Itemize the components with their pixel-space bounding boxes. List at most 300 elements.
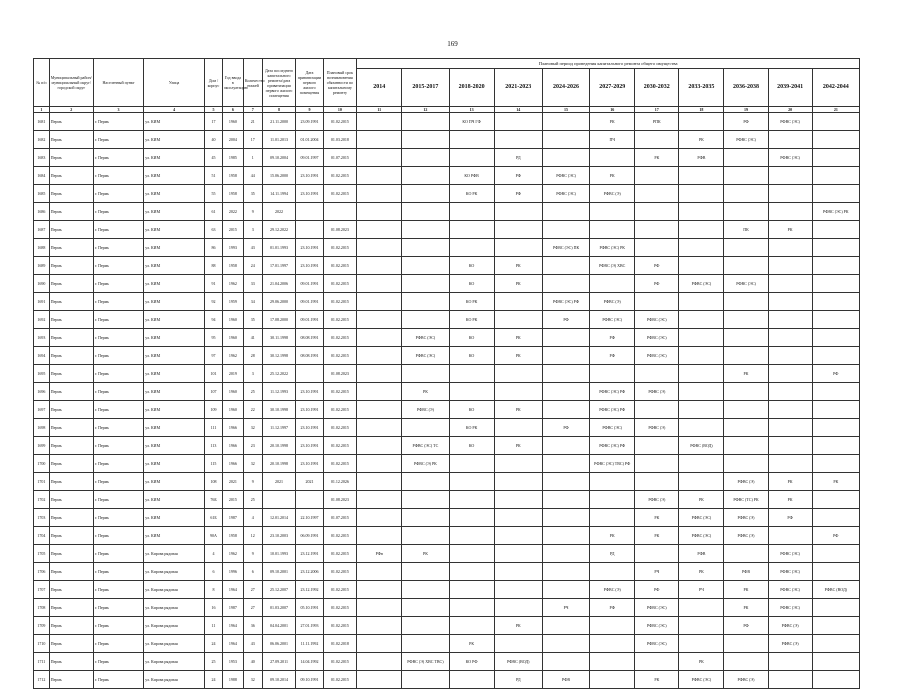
cell-period-4: РФВ xyxy=(542,671,589,689)
cell-settlement: г. Пермь xyxy=(93,419,143,437)
cell-period-5: РФВС (Э) xyxy=(590,185,635,203)
cell-priv-date: 23.09.1991 xyxy=(296,113,323,131)
cell-repair-date: 30.11.1998 xyxy=(262,329,296,347)
cell-period-8: РФ xyxy=(724,113,768,131)
cell-period-8 xyxy=(724,293,768,311)
cell-year-built: 2015 xyxy=(222,221,243,239)
cell-period-10 xyxy=(812,491,859,509)
cell-period-1 xyxy=(402,275,449,293)
cell-no: 1689 xyxy=(34,257,50,275)
cell-period-8 xyxy=(724,383,768,401)
cell-municipality: Пермь xyxy=(49,311,93,329)
cell-period-10 xyxy=(812,113,859,131)
cell-period-2 xyxy=(449,491,494,509)
cell-settlement: г. Пермь xyxy=(93,671,143,689)
cell-period-3 xyxy=(494,383,542,401)
cell-period-4 xyxy=(542,509,589,527)
cell-period-1 xyxy=(402,167,449,185)
cell-year-built: 1960 xyxy=(222,329,243,347)
column-number: 14 xyxy=(494,107,542,113)
cell-planned-date: 01.02.2015 xyxy=(323,275,357,293)
cell-period-8 xyxy=(724,329,768,347)
cell-period-6 xyxy=(635,473,679,491)
cell-period-8 xyxy=(724,257,768,275)
cell-period-6: РФ xyxy=(635,257,679,275)
cell-period-2: КО РФ xyxy=(449,653,494,671)
cell-street: ул. КИМ xyxy=(144,437,205,455)
cell-period-6: РФВС (ЭС) xyxy=(635,311,679,329)
cell-period-8 xyxy=(724,635,768,653)
table-row xyxy=(34,275,860,293)
cell-period-9 xyxy=(768,365,812,383)
cell-priv-date: 23.10.1991 xyxy=(296,167,323,185)
cell-floors: 41 xyxy=(243,329,262,347)
cell-period-5 xyxy=(590,365,635,383)
cell-settlement: г. Пермь xyxy=(93,149,143,167)
cell-period-9 xyxy=(768,239,812,257)
cell-period-6: РЧ xyxy=(635,563,679,581)
cell-period-1 xyxy=(402,131,449,149)
cell-period-8 xyxy=(724,311,768,329)
cell-period-4 xyxy=(542,563,589,581)
table-row xyxy=(34,671,860,689)
table-row xyxy=(34,635,860,653)
cell-municipality: Пермь xyxy=(49,473,93,491)
cell-period-3 xyxy=(494,113,542,131)
cell-period-3 xyxy=(494,131,542,149)
cell-period-10 xyxy=(812,671,859,689)
cell-period-6: РФВС (ЭС) xyxy=(635,329,679,347)
cell-street: ул. КИМ xyxy=(144,275,205,293)
cell-period-5 xyxy=(590,563,635,581)
cell-period-3 xyxy=(494,473,542,491)
cell-no: 1687 xyxy=(34,221,50,239)
cell-period-6: РФВС (Э) xyxy=(635,491,679,509)
cell-period-0 xyxy=(357,293,402,311)
cell-floors: 32 xyxy=(243,419,262,437)
cell-street: ул. КИМ xyxy=(144,149,205,167)
cell-repair-date: 20.10.1998 xyxy=(262,455,296,473)
cell-municipality: Пермь xyxy=(49,563,93,581)
cell-period-2 xyxy=(449,599,494,617)
header-year-built: Год ввода в эксплуатацию xyxy=(222,59,243,107)
cell-no: 1682 xyxy=(34,131,50,149)
cell-period-6 xyxy=(635,221,679,239)
cell-period-8: РК xyxy=(724,365,768,383)
cell-period-3 xyxy=(494,419,542,437)
cell-planned-date: 01.02.2015 xyxy=(323,617,357,635)
cell-repair-date: 12.01.2014 xyxy=(262,509,296,527)
cell-planned-date: 01.02.2015 xyxy=(323,239,357,257)
cell-priv-date: 09.01.1997 xyxy=(296,149,323,167)
cell-period-10 xyxy=(812,185,859,203)
cell-street: ул. Кирова рядовая xyxy=(144,653,205,671)
cell-street: ул. КИМ xyxy=(144,257,205,275)
cell-period-8: РФ xyxy=(724,617,768,635)
table-row xyxy=(34,527,860,545)
cell-municipality: Пермь xyxy=(49,239,93,257)
cell-no: 1696 xyxy=(34,383,50,401)
cell-year-built: 1966 xyxy=(222,419,243,437)
table-row xyxy=(34,329,860,347)
cell-period-6 xyxy=(635,185,679,203)
cell-period-9 xyxy=(768,653,812,671)
cell-period-5 xyxy=(590,473,635,491)
cell-period-2 xyxy=(449,671,494,689)
cell-planned-date: 01.02.2015 xyxy=(323,599,357,617)
cell-repair-date: 27.09.2011 xyxy=(262,653,296,671)
cell-period-3: РФ xyxy=(494,167,542,185)
table-row xyxy=(34,167,860,185)
header-year-5: 2027-2029 xyxy=(590,69,635,107)
cell-period-9 xyxy=(768,455,812,473)
cell-period-9: РК xyxy=(768,473,812,491)
cell-period-7: РФВС (ЭС) xyxy=(679,527,724,545)
cell-period-6: РФВС (ЭС) xyxy=(635,347,679,365)
cell-priv-date xyxy=(296,365,323,383)
cell-period-9 xyxy=(768,419,812,437)
column-number: 16 xyxy=(590,107,635,113)
cell-house: 24 xyxy=(205,635,223,653)
cell-planned-date: 01.02.2015 xyxy=(323,671,357,689)
cell-priv-date: 23.10.1991 xyxy=(296,185,323,203)
cell-municipality: Пермь xyxy=(49,257,93,275)
cell-settlement: г. Пермь xyxy=(93,329,143,347)
cell-period-9 xyxy=(768,131,812,149)
cell-municipality: Пермь xyxy=(49,401,93,419)
cell-house: 86 xyxy=(205,239,223,257)
cell-house: 91 xyxy=(205,275,223,293)
cell-priv-date: 14.04.1992 xyxy=(296,653,323,671)
cell-period-1: РФВС (ЭС) xyxy=(402,329,449,347)
cell-no: 1706 xyxy=(34,563,50,581)
cell-period-5: РФВС (ЭС) xyxy=(590,311,635,329)
cell-period-9 xyxy=(768,293,812,311)
cell-period-3 xyxy=(494,239,542,257)
cell-year-built: 2019 xyxy=(222,365,243,383)
cell-year-built: 1958 xyxy=(222,167,243,185)
cell-period-4 xyxy=(542,635,589,653)
cell-period-10: РФВС (ВОД) xyxy=(812,581,859,599)
column-number: 15 xyxy=(542,107,589,113)
cell-floors: 40 xyxy=(243,653,262,671)
cell-repair-date: 14.11.1994 xyxy=(262,185,296,203)
cell-period-5: РФВС (Э) ХВС xyxy=(590,257,635,275)
cell-period-6: РК xyxy=(635,671,679,689)
cell-period-2: КО xyxy=(449,275,494,293)
cell-period-4: РФВС (ЭС) РФ xyxy=(542,293,589,311)
cell-period-7: РК xyxy=(679,491,724,509)
cell-period-5 xyxy=(590,203,635,221)
cell-period-0 xyxy=(357,581,402,599)
cell-no: 1688 xyxy=(34,239,50,257)
cell-house: 40 xyxy=(205,131,223,149)
cell-repair-date: 11.12.1997 xyxy=(262,419,296,437)
cell-settlement: г. Пермь xyxy=(93,545,143,563)
cell-period-7: РФВС (ЭС) xyxy=(679,509,724,527)
table-row xyxy=(34,545,860,563)
cell-period-7 xyxy=(679,599,724,617)
cell-repair-date: 29.12.2022 xyxy=(262,221,296,239)
cell-house: 76Б xyxy=(205,491,223,509)
table-row xyxy=(34,185,860,203)
cell-street: ул. КИМ xyxy=(144,167,205,185)
cell-period-1 xyxy=(402,149,449,167)
table-row xyxy=(34,131,860,149)
cell-municipality: Пермь xyxy=(49,491,93,509)
cell-house: 17 xyxy=(205,113,223,131)
cell-repair-date: 11.12.1993 xyxy=(262,383,296,401)
cell-year-built: 1958 xyxy=(222,257,243,275)
cell-house: 6 xyxy=(205,563,223,581)
table-row xyxy=(34,617,860,635)
column-number: 17 xyxy=(635,107,679,113)
cell-planned-date: 01.02.2015 xyxy=(323,293,357,311)
cell-period-0 xyxy=(357,329,402,347)
cell-period-9 xyxy=(768,347,812,365)
cell-period-4 xyxy=(542,617,589,635)
cell-period-0 xyxy=(357,455,402,473)
cell-priv-date: 23.10.1991 xyxy=(296,257,323,275)
cell-house: 94 xyxy=(205,311,223,329)
cell-period-0 xyxy=(357,257,402,275)
cell-period-5: РФ xyxy=(590,599,635,617)
cell-period-7 xyxy=(679,239,724,257)
cell-period-9 xyxy=(768,167,812,185)
cell-priv-date: 23.12.2006 xyxy=(296,563,323,581)
header-year-7: 2033-2035 xyxy=(679,69,724,107)
cell-period-2: КО РФВ xyxy=(449,167,494,185)
table-row xyxy=(34,653,860,671)
column-number: 8 xyxy=(262,107,296,113)
cell-municipality: Пермь xyxy=(49,365,93,383)
cell-period-8 xyxy=(724,167,768,185)
cell-floors: 4 xyxy=(243,509,262,527)
cell-period-1 xyxy=(402,203,449,221)
cell-floors: 23 xyxy=(243,437,262,455)
cell-period-0 xyxy=(357,671,402,689)
cell-settlement: г. Пермь xyxy=(93,401,143,419)
column-number: 19 xyxy=(724,107,768,113)
cell-period-0 xyxy=(357,347,402,365)
cell-no: 1712 xyxy=(34,671,50,689)
cell-year-built: 1960 xyxy=(222,113,243,131)
cell-period-2 xyxy=(449,545,494,563)
cell-period-2: КО xyxy=(449,257,494,275)
cell-no: 1709 xyxy=(34,617,50,635)
cell-floors: 25 xyxy=(243,491,262,509)
cell-house: 8 xyxy=(205,581,223,599)
cell-period-7 xyxy=(679,167,724,185)
cell-repair-date: 20.10.1998 xyxy=(262,437,296,455)
cell-municipality: Пермь xyxy=(49,347,93,365)
cell-year-built: 1958 xyxy=(222,185,243,203)
cell-priv-date xyxy=(296,221,323,239)
header-year-2: 2018-2020 xyxy=(449,69,494,107)
cell-period-5 xyxy=(590,275,635,293)
cell-period-8: РФВС (Э) xyxy=(724,509,768,527)
cell-period-5: РФВС (ЭС) РФ xyxy=(590,437,635,455)
cell-period-1 xyxy=(402,635,449,653)
cell-floors: 6 xyxy=(243,563,262,581)
cell-house: 109 xyxy=(205,401,223,419)
cell-period-5: РК xyxy=(590,167,635,185)
cell-period-2: КО РК xyxy=(449,185,494,203)
cell-floors: 43 xyxy=(243,635,262,653)
cell-period-10 xyxy=(812,437,859,455)
cell-period-9: РФВС (ЭС) xyxy=(768,545,812,563)
cell-period-7 xyxy=(679,635,724,653)
cell-municipality: Пермь xyxy=(49,185,93,203)
cell-period-9: РФВС (ЭС) xyxy=(768,599,812,617)
cell-municipality: Пермь xyxy=(49,419,93,437)
cell-floors: 27 xyxy=(243,581,262,599)
cell-period-7 xyxy=(679,419,724,437)
cell-floors: 28 xyxy=(243,347,262,365)
cell-repair-date: 17.01.1997 xyxy=(262,257,296,275)
cell-period-9: РФ xyxy=(768,509,812,527)
cell-no: 1694 xyxy=(34,347,50,365)
cell-floors: 3 xyxy=(243,221,262,239)
cell-period-2 xyxy=(449,149,494,167)
column-number: 12 xyxy=(402,107,449,113)
cell-street: ул. Кирова рядовая xyxy=(144,545,205,563)
cell-floors: 36 xyxy=(243,617,262,635)
cell-period-3: РФВС (ВОД) xyxy=(494,653,542,671)
header-street: Улица xyxy=(144,59,205,107)
cell-period-9 xyxy=(768,257,812,275)
cell-period-2: КО РК xyxy=(449,311,494,329)
cell-settlement: г. Пермь xyxy=(93,491,143,509)
cell-period-2 xyxy=(449,383,494,401)
cell-no: 1685 xyxy=(34,185,50,203)
cell-period-0 xyxy=(357,635,402,653)
cell-period-1 xyxy=(402,617,449,635)
table-row xyxy=(34,509,860,527)
cell-period-9: РФВС (ЭС) xyxy=(768,581,812,599)
cell-period-6 xyxy=(635,653,679,671)
cell-street: ул. КИМ xyxy=(144,455,205,473)
cell-period-5: РФВС (ЭС) xyxy=(590,419,635,437)
cell-period-0 xyxy=(357,167,402,185)
cell-period-3: РК xyxy=(494,401,542,419)
cell-period-10 xyxy=(812,599,859,617)
cell-period-4 xyxy=(542,545,589,563)
cell-period-7 xyxy=(679,347,724,365)
cell-street: ул. КИМ xyxy=(144,347,205,365)
cell-period-3: РК xyxy=(494,329,542,347)
cell-period-7: РК xyxy=(679,131,724,149)
cell-street: ул. КИМ xyxy=(144,527,205,545)
cell-period-5: РФВС (Э) xyxy=(590,293,635,311)
cell-street: ул. Кирова рядовая xyxy=(144,563,205,581)
cell-year-built: 1959 xyxy=(222,293,243,311)
cell-planned-date: 01.02.2015 xyxy=(323,419,357,437)
cell-repair-date: 25.12.2022 xyxy=(262,365,296,383)
cell-year-built: 1985 xyxy=(222,149,243,167)
cell-year-built: 1960 xyxy=(222,383,243,401)
cell-period-10 xyxy=(812,383,859,401)
cell-period-8 xyxy=(724,419,768,437)
cell-period-6: РФВС (ЭС) xyxy=(635,635,679,653)
cell-period-7: РФВС (ЭС) xyxy=(679,671,724,689)
cell-period-3: РК xyxy=(494,437,542,455)
cell-year-built: 2004 xyxy=(222,131,243,149)
column-number: 20 xyxy=(768,107,812,113)
cell-period-0 xyxy=(357,149,402,167)
column-number: 21 xyxy=(812,107,859,113)
cell-period-6 xyxy=(635,293,679,311)
cell-period-9 xyxy=(768,671,812,689)
cell-house: 90А xyxy=(205,527,223,545)
cell-period-6 xyxy=(635,365,679,383)
cell-house: 97 xyxy=(205,347,223,365)
cell-street: ул. КИМ xyxy=(144,491,205,509)
cell-period-1 xyxy=(402,671,449,689)
cell-period-3: РК xyxy=(494,617,542,635)
cell-settlement: г. Пермь xyxy=(93,635,143,653)
cell-period-6: РПК xyxy=(635,113,679,131)
cell-period-8: РК xyxy=(724,599,768,617)
cell-year-built: 2015 xyxy=(222,491,243,509)
cell-planned-date: 01.02.2015 xyxy=(323,185,357,203)
cell-period-0 xyxy=(357,275,402,293)
cell-floors: 35 xyxy=(243,311,262,329)
cell-settlement: г. Пермь xyxy=(93,293,143,311)
table-row xyxy=(34,455,860,473)
column-number: 9 xyxy=(296,107,323,113)
cell-period-9: РК xyxy=(768,221,812,239)
cell-repair-date: 21.04.2006 xyxy=(262,275,296,293)
cell-period-8: РФВС (ЭС) xyxy=(724,275,768,293)
cell-planned-date: 01.02.2015 xyxy=(323,527,357,545)
cell-street: ул. КИМ xyxy=(144,221,205,239)
cell-period-3 xyxy=(494,599,542,617)
cell-period-6 xyxy=(635,131,679,149)
cell-settlement: г. Пермь xyxy=(93,185,143,203)
cell-house: 4 xyxy=(205,545,223,563)
cell-no: 1705 xyxy=(34,545,50,563)
cell-period-6: РФ xyxy=(635,581,679,599)
cell-street: ул. КИМ xyxy=(144,185,205,203)
cell-period-8: РК xyxy=(724,581,768,599)
cell-period-10 xyxy=(812,635,859,653)
cell-period-5 xyxy=(590,491,635,509)
capital-repair-table xyxy=(33,58,860,689)
cell-period-10 xyxy=(812,131,859,149)
cell-period-7: РЧ xyxy=(679,581,724,599)
cell-period-1 xyxy=(402,509,449,527)
cell-priv-date: 27.01.1993 xyxy=(296,617,323,635)
cell-priv-date: 09.01.1991 xyxy=(296,275,323,293)
cell-municipality: Пермь xyxy=(49,113,93,131)
cell-period-7 xyxy=(679,257,724,275)
cell-period-4 xyxy=(542,257,589,275)
cell-repair-date: 17.08.2000 xyxy=(262,311,296,329)
cell-period-9 xyxy=(768,437,812,455)
header-privatization-date: Дата последнего капитального ремонта/дата приватизации первого жилого помещения xyxy=(262,59,296,107)
cell-period-1 xyxy=(402,581,449,599)
cell-street: ул. КИМ xyxy=(144,383,205,401)
cell-period-0 xyxy=(357,527,402,545)
cell-period-3 xyxy=(494,509,542,527)
cell-planned-date: 01.02.2015 xyxy=(323,437,357,455)
cell-priv-date: 09.01.1991 xyxy=(296,293,323,311)
cell-street: ул. КИМ xyxy=(144,473,205,491)
cell-period-2 xyxy=(449,563,494,581)
cell-house: 24 xyxy=(205,671,223,689)
cell-period-1 xyxy=(402,419,449,437)
